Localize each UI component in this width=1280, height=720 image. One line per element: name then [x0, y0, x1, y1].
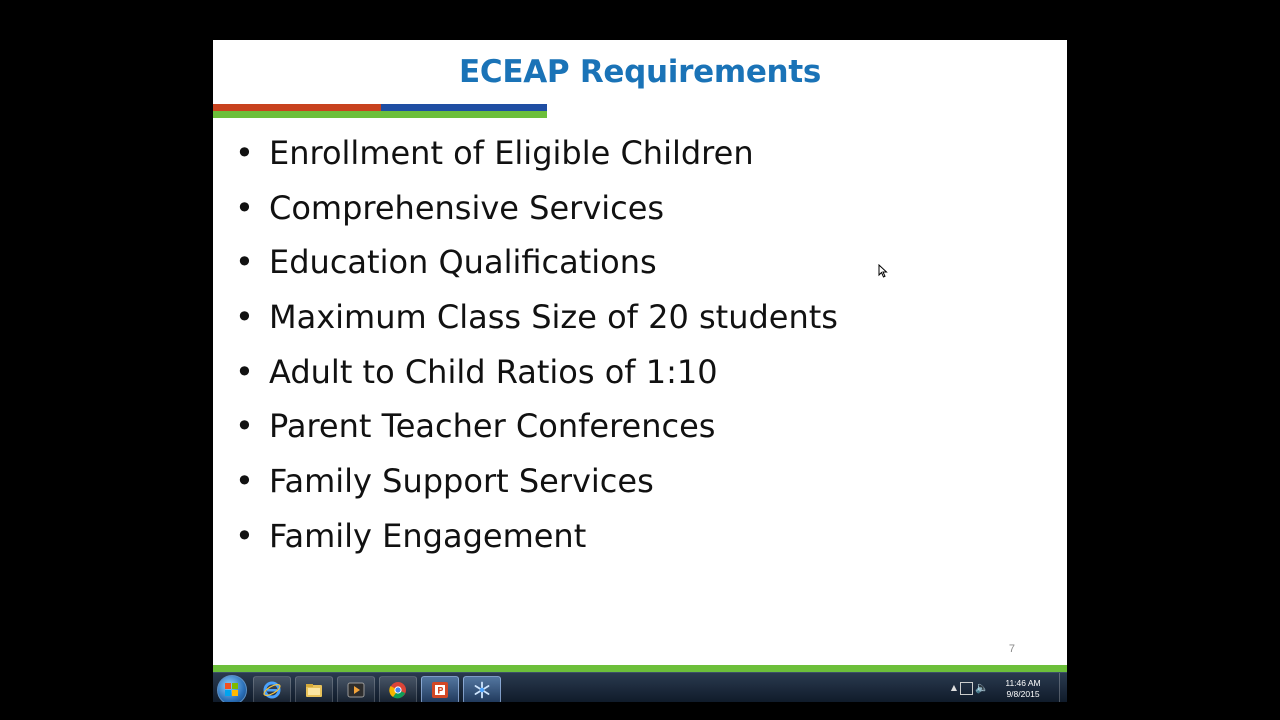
bullet-item: • Comprehensive Services — [235, 188, 665, 227]
bullet-item: • Family Engagement — [235, 516, 587, 555]
show-hidden-icons-icon[interactable]: ▲ — [950, 683, 957, 692]
bullet-list — [235, 132, 838, 570]
taskbar-internet-explorer-button[interactable] — [253, 676, 291, 702]
clock[interactable] — [999, 678, 1047, 700]
taskbar-powerpoint-button[interactable] — [421, 676, 459, 702]
chrome-icon — [389, 681, 407, 699]
title-accent-green-bar — [213, 111, 547, 118]
taskbar-file-explorer-button[interactable] — [295, 676, 333, 702]
media-player-icon — [347, 681, 365, 699]
show-desktop-button[interactable] — [1059, 673, 1067, 702]
file-explorer-icon — [305, 681, 323, 699]
taskbar — [213, 672, 1067, 702]
mouse-pointer-icon — [878, 264, 888, 278]
taskbar-chrome-button[interactable] — [379, 676, 417, 702]
internet-explorer-icon — [263, 681, 281, 699]
system-tray — [937, 675, 1047, 702]
clock-time: 11:46 AM — [1005, 678, 1041, 688]
windows-logo-icon — [225, 683, 239, 697]
slide-page-number: 7 — [1008, 643, 1015, 655]
footer-green-bar — [213, 665, 1067, 672]
clock-date: 9/8/2015 — [1006, 689, 1040, 699]
action-center-flag-icon[interactable] — [960, 682, 973, 695]
bullet-item: • Enrollment of Eligible Children — [235, 134, 754, 172]
screen-share-window — [213, 40, 1067, 702]
powerpoint-icon — [431, 681, 449, 699]
snowflake-app-icon — [473, 681, 491, 699]
bullet-item: • Education Qualifications — [235, 243, 657, 282]
bullet-item: • Parent Teacher Conferences — [235, 407, 716, 446]
taskbar-snowflake-app-button[interactable] — [463, 676, 501, 702]
bullet-item: • Adult to Child Ratios of 1:10 — [235, 352, 718, 391]
start-button[interactable] — [217, 675, 247, 702]
bullet-item: • Maximum Class Size of 20 students — [235, 298, 838, 337]
volume-icon[interactable]: 🔈 — [975, 681, 989, 694]
slide-title: ECEAP Requirements — [459, 54, 821, 90]
bullet-item: • Family Support Services — [235, 462, 654, 501]
taskbar-media-player-button[interactable] — [337, 676, 375, 702]
